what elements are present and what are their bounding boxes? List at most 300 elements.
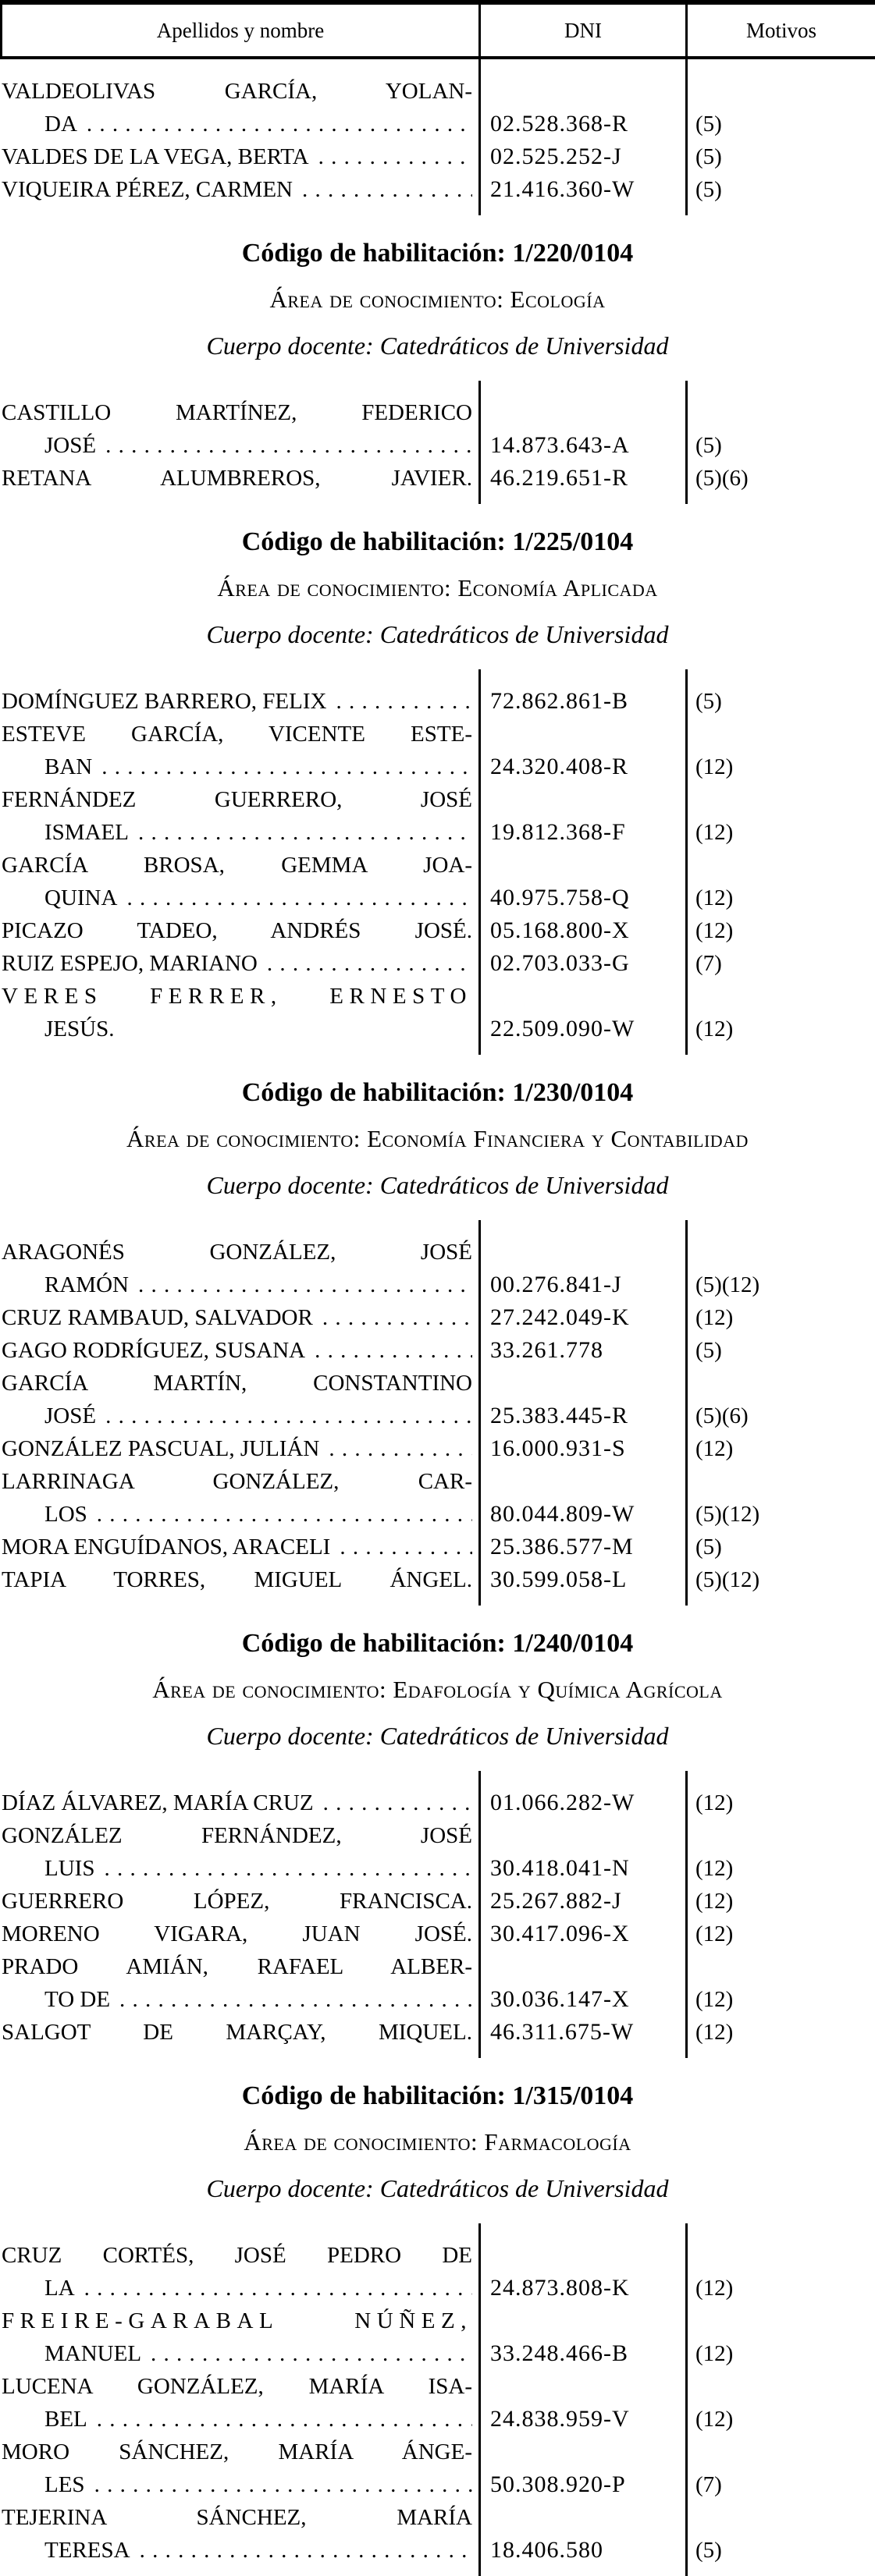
- table-row: [0, 59, 875, 140]
- entry-motivos-value: (5)(12): [695, 1567, 760, 1592]
- table-row: [0, 2436, 875, 2501]
- entry-motivos-value: (5): [695, 689, 722, 714]
- entry-motivos-value: (12): [695, 1436, 734, 1461]
- entry-name-text: VALDEOLIVAS GARCÍA, YOLAN-: [2, 79, 472, 104]
- table-row: [0, 2501, 875, 2576]
- entry-dni: [478, 718, 688, 783]
- entry-dni-value: 80.044.809-W: [490, 1501, 635, 1527]
- entry-motivos-value: (12): [695, 885, 734, 910]
- entry-dni-value: 00.276.841-J: [490, 1272, 622, 1297]
- entry-dni: [478, 140, 688, 173]
- entry-motivos: [688, 669, 875, 718]
- table-row: [0, 1432, 875, 1465]
- entry-dni-value: 33.261.778: [490, 1337, 603, 1363]
- table-row: [0, 2223, 875, 2305]
- entry-name: [0, 669, 478, 718]
- entry-name-line: [2, 2534, 472, 2567]
- entry-motivos: [688, 59, 875, 140]
- entry-name-text: TO DE: [44, 1987, 111, 2012]
- entry-dni-value: 02.525.252-J: [490, 144, 622, 169]
- dot-leader: [318, 140, 472, 173]
- entry-name-line: [2, 1787, 472, 1819]
- entry-name-text: LUCENA GONZÁLEZ, MARÍA ISA-: [2, 2374, 472, 2399]
- entry-name: [0, 783, 478, 849]
- entry-dni: [478, 1334, 688, 1367]
- entry-name-text: LUIS: [44, 1856, 95, 1881]
- codigo-habilitacion-heading: Código de habilitación: 1/240/0104: [241, 1629, 634, 1658]
- entry-name-text: LES: [44, 2472, 85, 2497]
- entry-motivos-value: (12): [695, 2276, 734, 2301]
- column-header-dni: DNI: [478, 5, 688, 56]
- entry-name-line: [2, 108, 472, 140]
- dot-leader: [126, 882, 472, 914]
- entry-name: [0, 980, 478, 1055]
- area-conocimiento-heading: Área de conocimiento: Farmacología: [244, 2128, 631, 2156]
- entry-motivos-value: (5): [695, 144, 722, 169]
- entry-motivos: [688, 947, 875, 980]
- entry-motivos-value: (12): [695, 2341, 734, 2366]
- dot-leader: [151, 2337, 472, 2370]
- results-block: [0, 669, 875, 1055]
- entry-dni: [478, 2016, 688, 2058]
- entry-name: [0, 462, 478, 504]
- entry-dni-value: 25.267.882-J: [490, 1888, 622, 1914]
- entry-name: [0, 1563, 478, 1606]
- entry-name: [0, 947, 478, 980]
- entry-motivos-value: (12): [695, 1790, 734, 1815]
- entry-name-text: SALGOT DE MARÇAY, MIQUEL.: [2, 2020, 472, 2045]
- entry-dni-value: 25.386.577-M: [490, 1534, 634, 1559]
- entry-name: [0, 2436, 478, 2501]
- table-row: [0, 849, 875, 914]
- entry-name-line: [2, 2436, 472, 2468]
- entry-name-text: BAN: [44, 754, 93, 779]
- entry-name: [0, 1301, 478, 1334]
- dot-leader: [140, 2534, 472, 2567]
- entry-motivos-value: (12): [695, 1856, 734, 1881]
- entry-name-line: [2, 750, 472, 783]
- entry-dni-value: 30.036.147-X: [490, 1986, 630, 2012]
- entry-dni-value: 30.599.058-L: [490, 1567, 628, 1592]
- entry-motivos-value: (5): [695, 112, 722, 137]
- entry-dni-value: 40.975.758-Q: [490, 885, 630, 910]
- entry-dni-value: 30.418.041-N: [490, 1855, 630, 1881]
- entry-name-text: FREIRE-GARABAL NÚÑEZ,: [2, 2308, 472, 2333]
- entry-name-text: JOSÉ: [44, 1403, 97, 1428]
- entry-dni: [478, 1563, 688, 1606]
- table-row: [0, 1220, 875, 1301]
- dot-leader: [94, 2468, 472, 2501]
- entry-name-line: [2, 816, 472, 849]
- cuerpo-docente-heading: Cuerpo docente: Catedráticos de Universidad: [206, 332, 669, 360]
- entry-dni-value: 24.320.408-R: [490, 754, 628, 779]
- entry-name: [0, 2501, 478, 2576]
- entry-name-text: ESTEVE GARCÍA, VICENTE ESTE-: [2, 722, 472, 747]
- entry-motivos: [688, 2501, 875, 2576]
- cuerpo-docente-heading: Cuerpo docente: Catedráticos de Universidad: [206, 1722, 669, 1750]
- entry-name-line: [2, 75, 472, 108]
- entry-motivos: [688, 1301, 875, 1334]
- entry-dni: [478, 381, 688, 462]
- entry-name-text: MORA ENGUÍDANOS, ARACELI: [2, 1535, 331, 1559]
- results-block: [0, 381, 875, 504]
- entry-name-text: CRUZ RAMBAUD, SALVADOR: [2, 1305, 313, 1330]
- entry-name: [0, 1220, 478, 1301]
- entry-motivos-value: (5): [695, 1338, 722, 1363]
- dot-leader: [84, 2272, 472, 2305]
- entry-dni-value: 18.406.580: [490, 2537, 603, 2563]
- table-row: [0, 1771, 875, 1819]
- table-row: [0, 669, 875, 718]
- entry-motivos-value: (12): [695, 1889, 734, 1914]
- dot-leader: [104, 1852, 472, 1885]
- entry-dni: [478, 462, 688, 504]
- entry-dni: [478, 1301, 688, 1334]
- entry-motivos-value: (5)(6): [695, 466, 749, 491]
- entry-motivos: [688, 1334, 875, 1367]
- entry-name-text: GONZÁLEZ PASCUAL, JULIÁN: [2, 1436, 320, 1461]
- entry-motivos: [688, 2370, 875, 2436]
- entry-dni: [478, 2436, 688, 2501]
- entry-name-text: MORENO VIGARA, JUAN JOSÉ.: [2, 1921, 472, 1946]
- entry-name-line: [2, 2468, 472, 2501]
- entry-motivos: [688, 1771, 875, 1819]
- entry-motivos: [688, 1950, 875, 2016]
- entry-name: [0, 1465, 478, 1531]
- entry-name: [0, 2305, 478, 2370]
- entry-name-line: [2, 1983, 472, 2016]
- entry-motivos: [688, 1819, 875, 1885]
- table-row: [0, 1885, 875, 1918]
- entry-name: [0, 1334, 478, 1367]
- entry-name-line: [2, 2016, 472, 2049]
- entry-name-text: BEL: [44, 2407, 87, 2432]
- entry-dni: [478, 1432, 688, 1465]
- entry-dni: [478, 1465, 688, 1531]
- entry-name-line: [2, 2337, 472, 2370]
- entry-motivos: [688, 980, 875, 1055]
- table-row: [0, 1367, 875, 1432]
- entry-name: [0, 140, 478, 173]
- codigo-habilitacion-heading: Código de habilitación: 1/225/0104: [241, 527, 634, 556]
- entry-name-text: ARAGONÉS GONZÁLEZ, JOSÉ: [2, 1240, 472, 1265]
- dot-leader: [87, 108, 472, 140]
- entry-name-text: QUINA: [44, 885, 118, 910]
- entry-dni-value: 16.000.931-S: [490, 1435, 626, 1461]
- dot-leader: [138, 816, 472, 849]
- entry-name-line: [2, 2403, 472, 2436]
- entry-dni-value: 02.528.368-R: [490, 111, 628, 137]
- entry-dni-value: 46.311.675-W: [490, 2019, 635, 2045]
- codigo-habilitacion-heading: Código de habilitación: 1/315/0104: [241, 2081, 634, 2110]
- entry-dni: [478, 980, 688, 1055]
- entry-name-text: MORO SÁNCHEZ, MARÍA ÁNGE-: [2, 2439, 472, 2464]
- entry-motivos-value: (5)(12): [695, 1272, 760, 1297]
- entry-name: [0, 914, 478, 947]
- entry-name-line: [2, 1268, 472, 1301]
- dot-leader: [119, 1983, 472, 2016]
- entry-name-line: [2, 718, 472, 750]
- cuerpo-docente-heading: Cuerpo docente: Catedráticos de Universidad: [206, 2174, 669, 2202]
- entry-name-text: RUIZ ESPEJO, MARIANO: [2, 951, 258, 976]
- dot-leader: [322, 1301, 472, 1334]
- entry-motivos-value: (12): [695, 1305, 734, 1330]
- entry-dni: [478, 2223, 688, 2305]
- entry-motivos-value: (12): [695, 2407, 734, 2432]
- dot-leader: [315, 1334, 472, 1367]
- entry-name: [0, 381, 478, 462]
- entry-motivos: [688, 173, 875, 215]
- entry-name-text: CASTILLO MARTÍNEZ, FEDERICO: [2, 400, 472, 425]
- entry-name-text: FERNÁNDEZ GUERRERO, JOSÉ: [2, 787, 472, 812]
- entry-motivos: [688, 2436, 875, 2501]
- entry-name-line: [2, 2501, 472, 2534]
- entry-name-text: GUERRERO LÓPEZ, FRANCISCA.: [2, 1889, 472, 1914]
- entry-name-line: [2, 2239, 472, 2272]
- document-body: [0, 59, 875, 2576]
- entry-motivos: [688, 1918, 875, 1950]
- entry-name-text: JESÚS.: [44, 1017, 115, 1041]
- entry-name-line: [2, 1498, 472, 1531]
- table-row: [0, 1918, 875, 1950]
- entry-name: [0, 1918, 478, 1950]
- entry-dni: [478, 849, 688, 914]
- entry-name-line: [2, 849, 472, 882]
- entry-motivos: [688, 381, 875, 462]
- entry-name-line: [2, 1334, 472, 1367]
- entry-name-line: [2, 1432, 472, 1465]
- entry-dni: [478, 1220, 688, 1301]
- entry-dni: [478, 59, 688, 140]
- entry-name-text: LA: [44, 2276, 75, 2301]
- entry-dni-value: 25.383.445-R: [490, 1403, 628, 1428]
- results-block: [0, 1771, 875, 2058]
- entry-motivos: [688, 462, 875, 504]
- dot-leader: [302, 173, 472, 206]
- entry-name-line: [2, 1950, 472, 1983]
- entry-dni-value: 22.509.090-W: [490, 1016, 635, 1041]
- entry-dni: [478, 783, 688, 849]
- entry-name: [0, 59, 478, 140]
- entry-motivos: [688, 1465, 875, 1531]
- entry-name-line: [2, 685, 472, 718]
- entry-name-text: GONZÁLEZ FERNÁNDEZ, JOSÉ: [2, 1823, 472, 1848]
- table-row: [0, 718, 875, 783]
- table-row: [0, 980, 875, 1055]
- codigo-habilitacion-heading: Código de habilitación: 1/220/0104: [241, 239, 634, 268]
- entry-motivos: [688, 2016, 875, 2058]
- entry-motivos: [688, 1563, 875, 1606]
- entry-name-line: [2, 1301, 472, 1334]
- entry-name-text: TEJERINA SÁNCHEZ, MARÍA: [2, 2505, 472, 2530]
- entry-dni-value: 21.416.360-W: [490, 176, 635, 202]
- area-conocimiento-heading: Área de conocimiento: Economía Aplicada: [217, 574, 658, 601]
- table-row: [0, 140, 875, 173]
- entry-motivos-value: (7): [695, 951, 722, 976]
- entry-name: [0, 1950, 478, 2016]
- entry-name-line: [2, 1013, 472, 1045]
- entry-dni: [478, 1885, 688, 1918]
- entry-dni-value: 01.066.282-W: [490, 1790, 635, 1815]
- entry-name-line: [2, 914, 472, 947]
- entry-dni-value: 24.838.959-V: [490, 2406, 630, 2432]
- entry-dni: [478, 947, 688, 980]
- dot-leader: [97, 1498, 472, 1531]
- entry-dni-value: 50.308.920-P: [490, 2471, 626, 2497]
- entry-name-line: [2, 429, 472, 462]
- entry-name-line: [2, 947, 472, 980]
- column-header-apellidos: Apellidos y nombre: [0, 5, 478, 56]
- area-conocimiento-heading: Área de conocimiento: Edafología y Química Agrícola: [152, 1676, 723, 1703]
- entry-name-line: [2, 173, 472, 206]
- entry-name-text: GAGO RODRÍGUEZ, SUSANA: [2, 1338, 306, 1363]
- entry-name-line: [2, 2272, 472, 2305]
- entry-motivos: [688, 2223, 875, 2305]
- results-block: [0, 59, 875, 215]
- entry-name-line: [2, 1852, 472, 1885]
- entry-motivos-value: (12): [695, 1017, 734, 1041]
- table-row: [0, 1950, 875, 2016]
- codigo-habilitacion-heading: Código de habilitación: 1/230/0104: [241, 1078, 634, 1107]
- results-block: [0, 2223, 875, 2576]
- entry-name-text: VALDES DE LA VEGA, BERTA: [2, 144, 309, 169]
- entry-name-line: [2, 1918, 472, 1950]
- entry-dni-value: 02.703.033-G: [490, 950, 630, 976]
- entry-dni-value: 19.812.368-F: [490, 819, 626, 845]
- entry-name-line: [2, 462, 472, 495]
- area-conocimiento-heading: Área de conocimiento: Ecología: [269, 286, 606, 313]
- table-row: [0, 173, 875, 215]
- entry-name: [0, 1531, 478, 1563]
- table-row: [0, 1301, 875, 1334]
- entry-motivos-value: (12): [695, 820, 734, 845]
- dot-leader: [340, 1531, 472, 1563]
- entry-name-line: [2, 1819, 472, 1852]
- entry-dni: [478, 1367, 688, 1432]
- dot-leader: [105, 1400, 472, 1432]
- entry-motivos: [688, 849, 875, 914]
- entry-dni: [478, 1918, 688, 1950]
- entry-motivos-value: (5): [695, 177, 722, 202]
- entry-motivos: [688, 718, 875, 783]
- entry-name-text: GARCÍA BROSA, GEMMA JOA-: [2, 853, 472, 878]
- entry-motivos: [688, 1432, 875, 1465]
- entry-motivos: [688, 783, 875, 849]
- entry-name: [0, 2016, 478, 2058]
- dot-leader: [97, 2403, 472, 2436]
- entry-motivos-value: (12): [695, 1921, 734, 1946]
- area-conocimiento-heading: Área de conocimiento: Economía Financiera y Contabilidad: [126, 1125, 749, 1152]
- table-row: [0, 1819, 875, 1885]
- entry-name-text: LOS: [44, 1502, 87, 1527]
- entry-name-text: TAPIA TORRES, MIGUEL ÁNGEL.: [2, 1567, 472, 1592]
- entry-name-text: TERESA: [44, 2538, 130, 2563]
- entry-motivos: [688, 1885, 875, 1918]
- entry-name-text: ISMAEL: [44, 820, 129, 845]
- cuerpo-docente-heading: Cuerpo docente: Catedráticos de Universidad: [206, 1171, 669, 1199]
- table-row: [0, 2305, 875, 2370]
- entry-motivos-value: (5)(6): [695, 1403, 749, 1428]
- entry-name: [0, 1432, 478, 1465]
- dot-leader: [138, 1268, 472, 1301]
- entry-motivos-value: (12): [695, 2020, 734, 2045]
- table-row: [0, 947, 875, 980]
- entry-dni: [478, 669, 688, 718]
- entry-name-line: [2, 1236, 472, 1268]
- entry-dni-value: 24.873.808-K: [490, 2275, 630, 2301]
- entry-motivos-value: (5): [695, 2538, 722, 2563]
- entry-name: [0, 2370, 478, 2436]
- entry-motivos-value: (12): [695, 1987, 734, 2012]
- entry-name-text: DOMÍNGUEZ BARRERO, FELIX: [2, 689, 327, 714]
- entry-name: [0, 1885, 478, 1918]
- dot-leader: [105, 429, 472, 462]
- entry-name-line: [2, 783, 472, 816]
- table-row: [0, 381, 875, 462]
- entry-motivos: [688, 1367, 875, 1432]
- entry-name-line: [2, 1563, 472, 1596]
- entry-name-text: RETANA ALUMBREROS, JAVIER.: [2, 466, 472, 491]
- table-row: [0, 783, 875, 849]
- entry-name-text: PICAZO TADEO, ANDRÉS JOSÉ.: [2, 918, 472, 943]
- table-row: [0, 914, 875, 947]
- entry-motivos: [688, 140, 875, 173]
- table-row: [0, 1334, 875, 1367]
- entry-name: [0, 849, 478, 914]
- entry-name-text: RAMÓN: [44, 1272, 129, 1297]
- table-row: [0, 1531, 875, 1563]
- entry-name-line: [2, 882, 472, 914]
- entry-name-line: [2, 1531, 472, 1563]
- entry-dni: [478, 1819, 688, 1885]
- entry-dni: [478, 1531, 688, 1563]
- entry-name-text: DA: [44, 112, 77, 137]
- column-header-motivos: Motivos: [745, 18, 817, 42]
- entry-name-line: [2, 1400, 472, 1432]
- entry-name: [0, 1367, 478, 1432]
- results-block: [0, 1220, 875, 1606]
- entry-dni: [478, 1950, 688, 2016]
- table-row: [0, 2370, 875, 2436]
- entry-name-text: JOSÉ: [44, 433, 97, 458]
- entry-dni-value: 30.417.096-X: [490, 1921, 630, 1946]
- entry-name-line: [2, 396, 472, 429]
- entry-dni: [478, 173, 688, 215]
- entry-dni-value: 33.248.466-B: [490, 2340, 628, 2366]
- entry-name: [0, 2223, 478, 2305]
- entry-name-text: LARRINAGA GONZÁLEZ, CAR-: [2, 1469, 472, 1494]
- entry-motivos: [688, 2305, 875, 2370]
- entry-motivos-value: (12): [695, 754, 734, 779]
- entry-dni-value: 14.873.643-A: [490, 432, 630, 458]
- dot-leader: [323, 1787, 472, 1819]
- entry-motivos-value: (5)(12): [695, 1502, 760, 1527]
- entry-name-line: [2, 140, 472, 173]
- entry-dni-value: 05.168.800-X: [490, 917, 630, 943]
- entry-motivos-value: (5): [695, 1535, 722, 1559]
- entry-name: [0, 1819, 478, 1885]
- entry-name-line: [2, 2305, 472, 2337]
- entry-dni-value: 27.242.049-K: [490, 1304, 630, 1330]
- entry-name-text: VIQUEIRA PÉREZ, CARMEN: [2, 177, 293, 202]
- dot-leader: [329, 1432, 472, 1465]
- entry-dni: [478, 2501, 688, 2576]
- entry-motivos-value: (7): [695, 2472, 722, 2497]
- dot-leader: [336, 685, 472, 718]
- entry-motivos: [688, 1220, 875, 1301]
- dot-leader: [101, 750, 472, 783]
- entry-dni: [478, 2305, 688, 2370]
